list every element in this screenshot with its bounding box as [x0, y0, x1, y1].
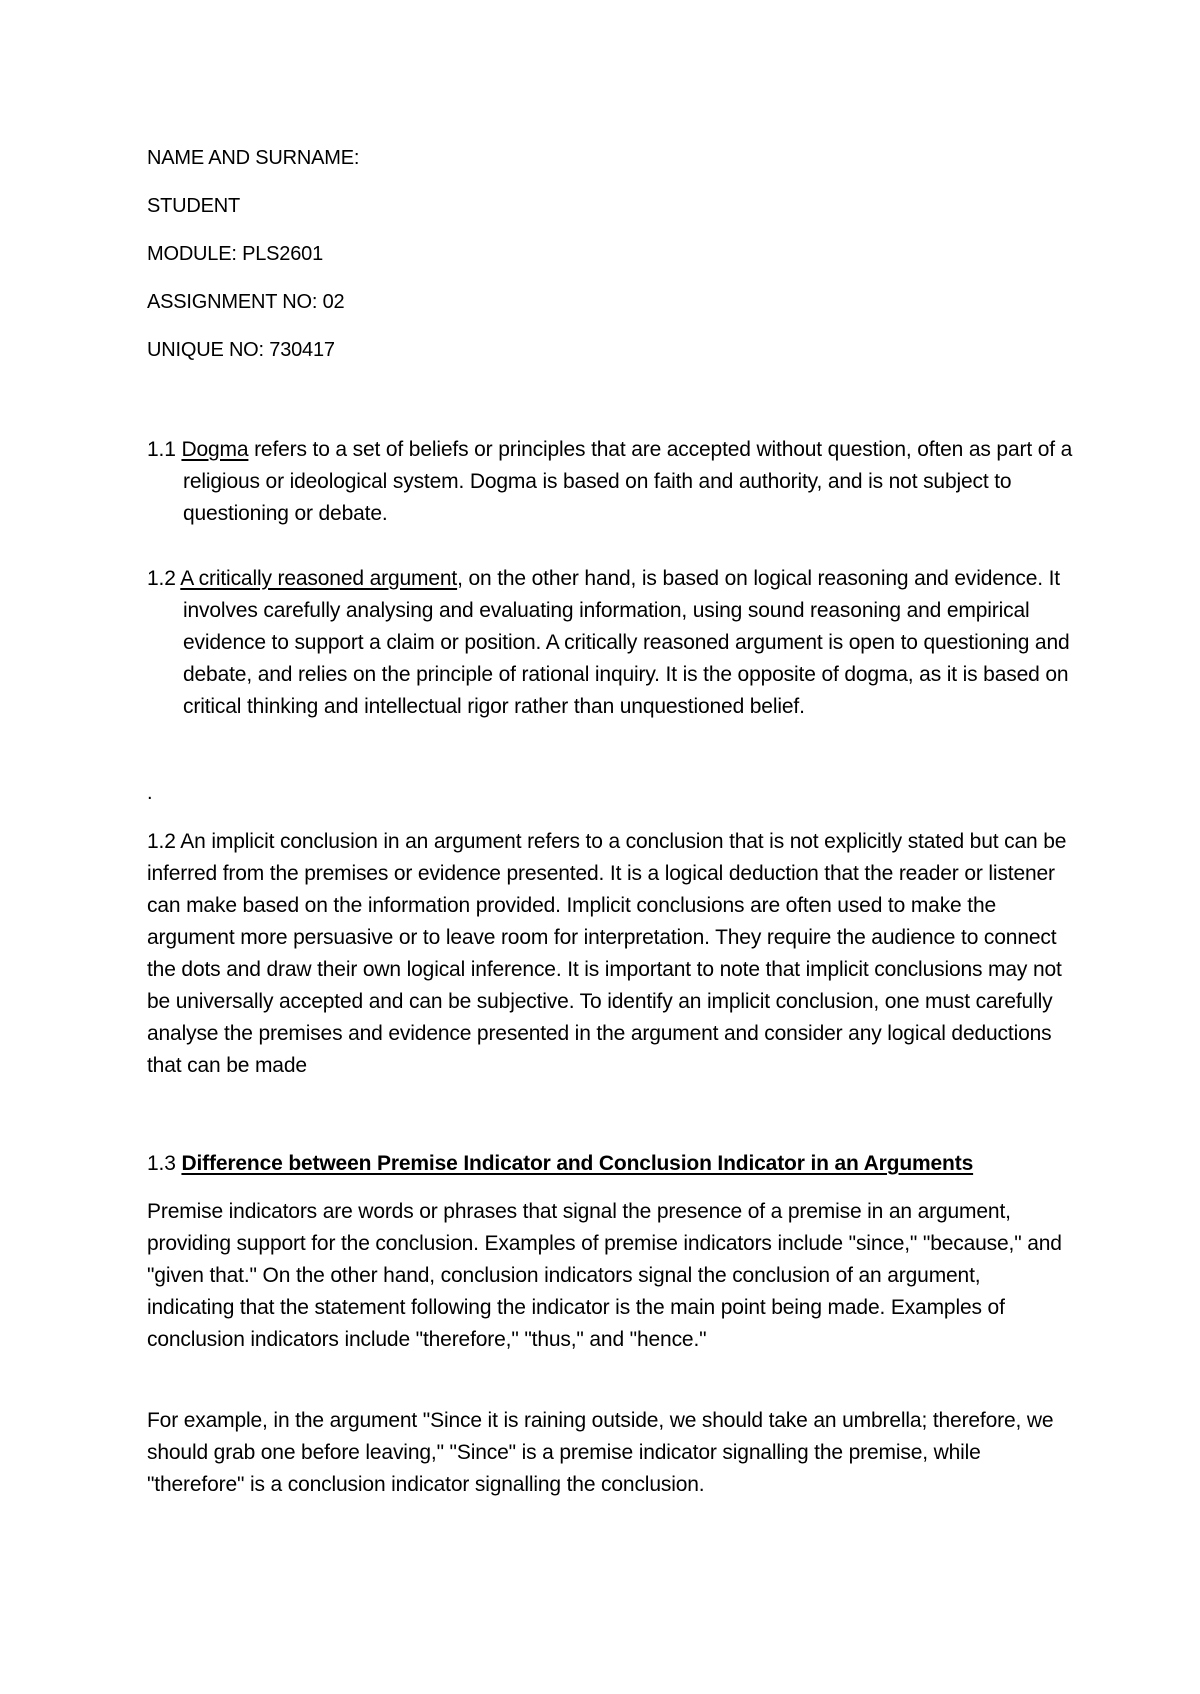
- section-1-3-number: 1.3: [147, 1152, 176, 1175]
- section-1-1-term: Dogma: [181, 438, 249, 461]
- section-1-2a-term: A critically reasoned argument: [180, 567, 458, 590]
- section-1-2a-number: 1.2: [147, 567, 176, 590]
- section-1-3-paragraph-2: For example, in the argument "Since it is raining outside, we should take an umbrella; therefore, we should grab one before leaving," "Since" is a premise indicator signalling the premise, while "therefore" is a conclusion indicator signalling the conclusion.: [147, 1409, 1054, 1496]
- section-1-2a-paragraph: [147, 563, 1077, 723]
- section-1-3-heading: [147, 1148, 1072, 1180]
- assignment-line: ASSIGNMENT NO: 02: [147, 291, 345, 313]
- module-line: MODULE: PLS2601: [147, 243, 323, 265]
- unique-value: 730417: [269, 339, 335, 361]
- module-value: PLS2601: [242, 243, 323, 265]
- section-1-1-number: 1.1: [147, 438, 176, 461]
- section-1-2b-paragraph: 1.2 An implicit conclusion in an argument refers to a conclusion that is not explicitly stated but can be inferred from the premises or evidence presented. It is a logical deduction that the reader or listener can make based on the information provided. Implicit conclusions are often used to make the argument more persuasive or to leave room for interpretation. They require the audience to connect the dots and draw their own logical inference. It is important to note that implicit conclusions may not be universally accepted and can be subjective. To identify an implicit conclusion, one must carefully analyse the premises and evidence presented in the argument and consider any logical deductions that can be made: [147, 830, 1067, 1077]
- section-1-3-title: Difference between Premise Indicator and Conclusion Indicator in an Arguments: [181, 1152, 974, 1175]
- section-1-1-text: refers to a set of beliefs or principles that are accepted without question, often as part of a religious or ideological system. Dogma is based on faith and authority, and is not subject to questioning or debate.: [183, 438, 1073, 525]
- student-label: STUDENT: [147, 195, 241, 217]
- unique-line: UNIQUE NO: 730417: [147, 339, 335, 361]
- section-1-3-paragraph-1: Premise indicators are words or phrases that signal the presence of a premise in an argument, providing support for the conclusion. Examples of premise indicators include "since," "because," and "given that." On the other hand, conclusion indicators signal the conclusion of an argument, indicating that the statement following the indicator is the main point being made. Examples of conclusion indicators include "therefore," "thus," and "hence.": [147, 1200, 1062, 1351]
- assignment-value: 02: [322, 291, 345, 313]
- name-surname-label: NAME AND SURNAME:: [147, 147, 360, 169]
- section-1-2a-text: , on the other hand, is based on logical reasoning and evidence. It involves carefully analysing and evaluating information, using sound reasoning and empirical evidence to support a claim or position. A critically reasoned argument is open to questioning and debate, and relies on the principle of rational inquiry. It is the opposite of dogma, as it is based on critical thinking and intellectual rigor rather than unquestioned belief.: [183, 567, 1070, 718]
- separator-dot: .: [147, 782, 153, 804]
- section-1-1-paragraph: [147, 434, 1077, 530]
